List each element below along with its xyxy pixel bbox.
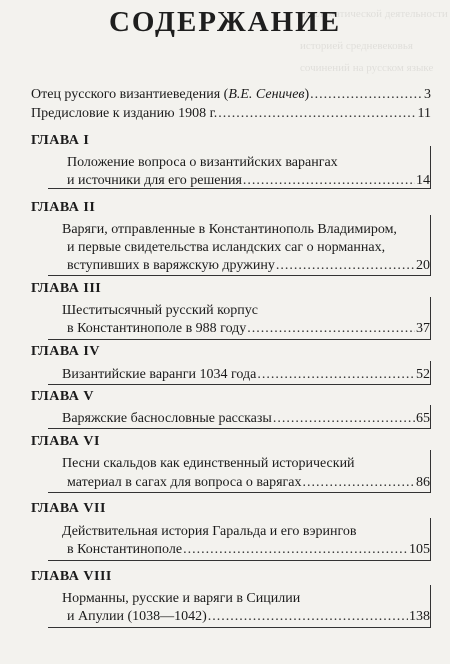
chapter-title-line[interactable]: Норманны, русские и варяги в Сицилии [62, 591, 301, 606]
page-number: 52 [416, 367, 430, 382]
chapter-title-last-line[interactable]: Византийские варанги 1034 года ..... 52 [62, 366, 430, 383]
entry-frame [48, 361, 431, 385]
page-number: 65 [416, 411, 430, 426]
page-number: 3 [424, 87, 431, 102]
page-number: 37 [416, 321, 430, 336]
page-number: 20 [416, 258, 430, 273]
chapter-heading: ГЛАВА II [31, 200, 96, 215]
chapter-heading: ГЛАВА VI [31, 434, 100, 449]
entry-frame [48, 518, 431, 561]
leader-dots [310, 86, 423, 103]
chapter-heading: ГЛАВА V [31, 389, 95, 404]
page-number: 105 [409, 542, 430, 557]
page-number: 86 [416, 475, 430, 490]
chapter-heading: ГЛАВА VIII [31, 569, 112, 584]
chapter-title-line[interactable]: Шеститысячный русский корпус [62, 303, 258, 318]
page-number: 11 [417, 106, 431, 121]
entry-frame [48, 585, 431, 628]
chapter-title-line[interactable]: Варяги, отправленные в Константинополь Владимиром, [62, 222, 397, 237]
bleed-through-text: историей средневековья [300, 40, 413, 52]
toc-entry-preface[interactable] [31, 105, 431, 122]
chapter-title-last-line[interactable]: и источники для его решения ..... 14 [67, 172, 430, 189]
chapter-title-line[interactable]: Песни скальдов как единственный исторический [62, 456, 355, 471]
toc-entry-foreword[interactable] [31, 86, 431, 103]
chapter-heading: ГЛАВА IV [31, 344, 100, 359]
chapter-title-last-line[interactable]: в Константинополе ..... 105 [67, 541, 430, 558]
chapter-title-line[interactable]: Действительная история Гаральда и его вэрингов [62, 524, 357, 539]
toc-entry-title: Предисловие к изданию 1908 г. [31, 106, 218, 121]
bleed-through-text: дипломатической деятельности [300, 8, 448, 20]
entry-frame [48, 405, 431, 429]
chapter-title-line[interactable]: и первые свидетельства исландских саг о норманнах, [67, 240, 386, 255]
leader-dots [218, 105, 416, 122]
chapter-title-last-line[interactable]: в Константинополе в 988 году ..... 37 [67, 320, 430, 337]
bleed-through-text: сочинений на русском языке [300, 62, 434, 74]
chapter-title-last-line[interactable]: материал в сагах для вопроса о варягах ..... 86 [67, 474, 430, 491]
entry-frame [48, 146, 431, 189]
chapter-title-last-line[interactable]: Варяжские баснословные рассказы ..... 65 [62, 410, 430, 427]
page-title: СОДЕРЖАНИЕ [108, 6, 342, 38]
entry-frame [48, 215, 431, 276]
chapter-heading: ГЛАВА VII [31, 501, 106, 516]
chapter-heading: ГЛАВА III [31, 281, 102, 296]
toc-entry-title: Отец русского византиеведения (В.Е. Сеничев) [31, 87, 310, 102]
page-number: 14 [416, 173, 430, 188]
chapter-title-last-line[interactable]: вступивших в варяжскую дружину ..... 20 [67, 257, 430, 274]
entry-frame [48, 450, 431, 493]
entry-frame [48, 297, 431, 340]
chapter-heading: ГЛАВА I [31, 133, 90, 148]
chapter-title-last-line[interactable]: и Апулии (1038—1042) ..... 138 [67, 608, 430, 625]
page-number: 138 [409, 609, 430, 624]
chapter-title-line[interactable]: Положение вопроса о византийских варангах [67, 155, 338, 170]
